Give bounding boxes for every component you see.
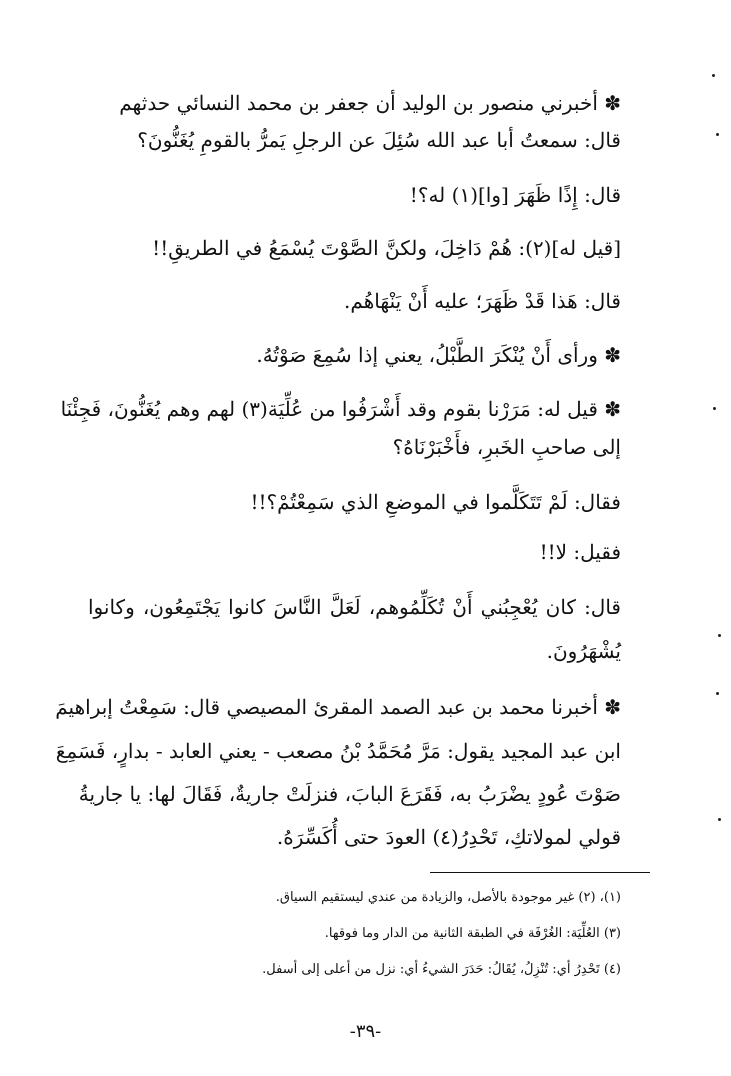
body-line-12: يُشْهَرُونَ. [546,639,621,663]
scan-speck [713,407,716,410]
body-line-10: فقيل: لا!! [539,540,621,564]
body-line-14: ابن عبد المجيد يقول: مَرَّ مُحَمَّدُ بْنُ مصعب - يعني العابد - بدارٍ، فَسَمِعَ [55,739,621,763]
scan-speck [712,74,715,77]
footnote-1: (١)، (٢) غير موجودة بالأصل، والزيادة من عندي ليستقيم السياق. [275,890,621,905]
body-line-6: ✽ ورأى أَنْ يُنْكَرَ الطَّبْلُ، يعني إذا سُمِعَ صَوْتُهُ. [256,343,621,367]
body-line-7: ✽ قيل له: مَرَرْنا بقوم وقد أَشْرَفُوا من عُلِّيَة(٣) لهم وهم يُغَنُّونَ، فَجِئْنَا [60,397,621,421]
body-line-8: إلى صاحبِ الخَبرِ، فأَخْبَرْنَاهُ؟ [392,435,621,459]
body-line-1: ✽ أخبرني منصور بن الوليد أن جعفر بن محمد النسائي حدثهم [119,91,621,115]
body-line-11: قال: كان يُعْجِبُني أَنْ تُكَلِّمُوهم، لَعَلَّ النَّاسَ كانوا يَجْتَمِعُون، وكانوا [88,595,621,619]
body-line-16: قولي لمولاتكِ، تَحْدِرُ(٤) العودَ حتى أُكَسِّرَهُ. [276,825,621,849]
scan-speck [716,133,719,136]
page-number: -٣٩- [349,1021,382,1042]
scan-speck [718,634,721,637]
body-line-4: [قيل له](٢): هُمْ دَاخِلَ، ولكنَّ الصَّوْتَ يُسْمَعُ في الطريقِ!! [152,236,621,260]
footnote-divider [430,872,650,873]
body-line-9: فقال: لَمْ تَتَكَلَّموا في الموضعِ الذي سَمِعْتُمْ؟!! [250,490,621,514]
scan-speck [716,692,719,695]
body-line-15: صَوْتَ عُودٍ يضْرَبُ به، فَقَرَعَ البابَ، فنزلَتْ جاريةٌ، فَقَالَ لها: يا جاريةُ [78,782,621,806]
body-line-3: قال: إِذًا ظَهَرَ [وا](١) له؟! [409,183,621,207]
body-line-5: قال: هَذا قَدْ ظَهَرَ؛ عليه أَنْ يَنْهَاهُم. [344,289,621,313]
footnote-2: (٣) العُلِّيَة: الغُرْفَة في الطبقة الثانية من الدار وما فوقها. [324,926,621,941]
body-line-2: قال: سمعتُ أبا عبد الله سُئِلَ عن الرجلِ يَمرُّ بالقومِ يُغَنُّونَ؟ [137,128,621,152]
scan-speck [718,818,721,821]
footnote-3: (٤) تَحْدِرُ أي: تُنْزِلُ، يُقَالُ: حَدَرَ الشيءُ أي: نزل من أعلى إلى أسفل. [262,962,621,977]
body-line-13: ✽ أخبرنا محمد بن عبد الصمد المقرئ المصيصي قال: سَمِعْتُ إبراهيمَ [55,695,621,719]
